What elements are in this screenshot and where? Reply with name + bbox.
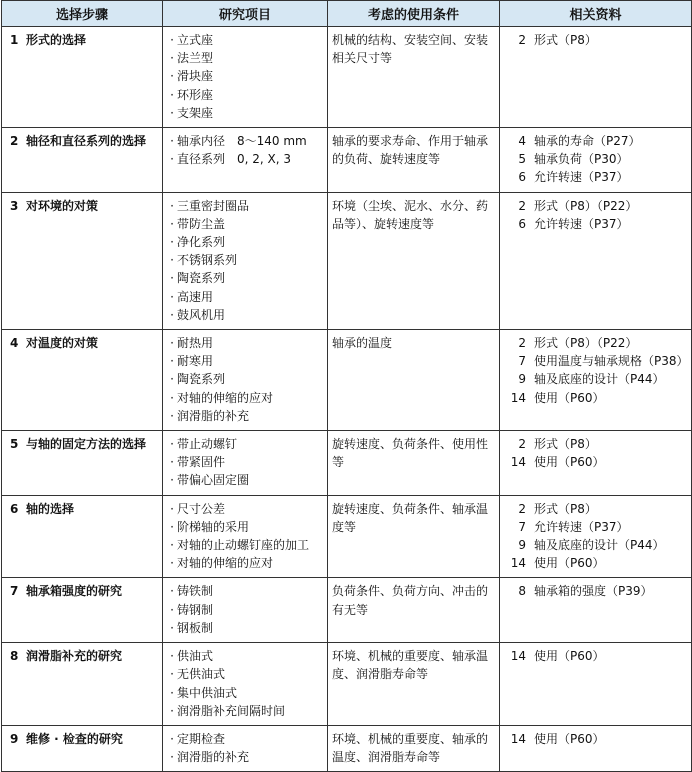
reference-text: 轴承的寿命（P27）	[534, 134, 641, 149]
study-item	[167, 518, 323, 536]
reference-item	[504, 536, 687, 554]
reference-item	[504, 31, 687, 49]
study-item-text: 陶瓷系列	[177, 271, 226, 286]
reference-text: 使用（P60）	[534, 390, 605, 405]
study-item-text: 立式座	[177, 33, 214, 47]
bullet-dot-icon: ·	[170, 235, 174, 250]
conditions-cell: 负荷条件、负荷方向、冲击的有无等	[328, 578, 500, 643]
bullet-dot-icon: ·	[170, 703, 174, 718]
reference-text: 使用（P60）	[534, 649, 605, 664]
reference-item	[504, 453, 687, 471]
study-item-text: 尺寸公差	[177, 501, 226, 516]
items-cell	[163, 128, 328, 193]
study-item-text: 铸钢制	[177, 602, 214, 617]
reference-item	[504, 554, 687, 572]
study-item	[167, 49, 323, 67]
conditions-cell: 轴承的温度	[328, 330, 500, 431]
step-number: 7	[10, 584, 19, 599]
reference-number: 14	[510, 390, 526, 405]
study-item	[167, 389, 323, 407]
study-item	[167, 352, 323, 370]
reference-number: 4	[518, 134, 526, 149]
study-item-text: 润滑脂的补充	[177, 408, 250, 423]
bullet-dot-icon: ·	[170, 602, 174, 617]
bullet-dot-icon: ·	[170, 620, 174, 635]
reference-item	[504, 132, 687, 150]
study-item-text: 对轴的止动螺钉座的加工	[177, 538, 310, 553]
bullet-dot-icon: ·	[170, 105, 174, 120]
reference-text: 轴及底座的设计（P44）	[534, 538, 665, 553]
study-item	[167, 334, 323, 352]
step-cell	[2, 128, 163, 193]
study-item-text: 润滑脂的补充	[177, 750, 250, 765]
study-item-text: 法兰型	[177, 51, 214, 66]
step-cell	[2, 495, 163, 578]
conditions-cell: 环境（尘埃、泥水、水分、药品等）、旋转速度等	[328, 192, 500, 329]
bullet-dot-icon: ·	[170, 649, 174, 664]
reference-item	[504, 518, 687, 536]
reference-text: 使用（P60）	[534, 455, 605, 470]
refs-cell	[500, 192, 692, 329]
header-row	[2, 1, 692, 27]
reference-number: 8	[518, 584, 526, 599]
table-row	[2, 330, 692, 431]
reference-number: 9	[518, 538, 526, 553]
items-cell	[163, 431, 328, 496]
items-cell	[163, 643, 328, 726]
reference-number: 2	[518, 33, 526, 47]
study-item	[167, 684, 323, 702]
study-item-text: 带防尘盖	[177, 216, 226, 231]
reference-item	[504, 582, 687, 600]
refs-cell	[500, 431, 692, 496]
reference-number: 2	[518, 198, 526, 213]
reference-text: 使用温度与轴承规格（P38）	[534, 354, 689, 369]
reference-item	[504, 389, 687, 407]
table-row	[2, 578, 692, 643]
bullet-dot-icon: ·	[170, 289, 174, 304]
refs-cell	[500, 128, 692, 193]
reference-text: 形式（P8）（P22）	[534, 336, 638, 351]
bullet-dot-icon: ·	[170, 685, 174, 700]
refs-cell	[500, 578, 692, 643]
study-item-text: 定期检查	[177, 731, 226, 746]
study-item	[167, 582, 323, 600]
step-cell	[2, 330, 163, 431]
study-item-text: 钢板制	[177, 620, 214, 635]
step-label: 维修 · 检查的研究	[26, 731, 123, 746]
study-item	[167, 647, 323, 665]
study-item	[167, 104, 323, 122]
step-number: 3	[10, 198, 19, 213]
study-item	[167, 554, 323, 572]
study-item	[167, 269, 323, 287]
reference-text: 允许转速（P37）	[534, 216, 629, 231]
table-row	[2, 27, 692, 128]
reference-number: 9	[518, 372, 526, 387]
study-item-text: 对轴的伸缩的应对	[177, 556, 274, 571]
bullet-dot-icon: ·	[170, 538, 174, 553]
bullet-dot-icon: ·	[170, 455, 174, 470]
reference-number: 14	[510, 455, 526, 470]
study-item-text: 环形座	[177, 87, 214, 102]
study-item	[167, 601, 323, 619]
reference-number: 14	[510, 649, 526, 664]
reference-item	[504, 647, 687, 665]
conditions-cell: 环境、机械的重要度、轴承的温度、润滑脂寿命等	[328, 725, 500, 771]
items-cell	[163, 578, 328, 643]
reference-item	[504, 500, 687, 518]
step-label: 对环境的对策	[26, 198, 99, 213]
bullet-dot-icon: ·	[170, 501, 174, 516]
reference-item	[504, 730, 687, 748]
reference-text: 形式（P8）	[534, 501, 597, 516]
study-item-text: 高速用	[177, 289, 214, 304]
reference-text: 形式（P8）（P22）	[534, 198, 638, 213]
reference-number: 6	[518, 216, 526, 231]
reference-number: 5	[518, 152, 526, 167]
study-item-text: 鼓风机用	[177, 307, 226, 322]
bullet-dot-icon: ·	[170, 307, 174, 322]
study-item-text: 直径系列 0, 2, X, 3	[177, 152, 292, 167]
bullet-dot-icon: ·	[170, 667, 174, 682]
study-item	[167, 233, 323, 251]
study-item-text: 铸铁制	[177, 584, 214, 599]
study-item-text: 带止动螺钉	[177, 437, 238, 452]
table-row	[2, 643, 692, 726]
conditions-cell: 环境、机械的重要度、轴承温度、润滑脂寿命等	[328, 643, 500, 726]
reference-text: 形式（P8）	[534, 33, 597, 47]
bullet-dot-icon: ·	[170, 473, 174, 488]
reference-item	[504, 168, 687, 186]
study-item	[167, 306, 323, 324]
study-item	[167, 251, 323, 269]
items-cell	[163, 27, 328, 128]
refs-cell	[500, 643, 692, 726]
bullet-dot-icon: ·	[170, 198, 174, 213]
bullet-dot-icon: ·	[170, 271, 174, 286]
study-item-text: 三重密封圈品	[177, 198, 250, 213]
reference-text: 轴及底座的设计（P44）	[534, 372, 665, 387]
reference-text: 轴承箱的强度（P39）	[534, 584, 653, 599]
step-number: 9	[10, 731, 19, 746]
items-cell	[163, 725, 328, 771]
items-cell	[163, 192, 328, 329]
study-item-text: 耐热用	[177, 336, 214, 351]
step-label: 与轴的固定方法的选择	[26, 437, 147, 452]
study-item-text: 润滑脂补充间隔时间	[177, 703, 286, 718]
study-item-text: 净化系列	[177, 235, 226, 250]
bullet-dot-icon: ·	[170, 390, 174, 405]
bullet-dot-icon: ·	[170, 519, 174, 534]
reference-item	[504, 370, 687, 388]
study-item-text: 带偏心固定圈	[177, 473, 250, 488]
refs-cell	[500, 495, 692, 578]
study-item	[167, 67, 323, 85]
step-number: 4	[10, 336, 19, 351]
bullet-dot-icon: ·	[170, 556, 174, 571]
study-item-text: 带紧固件	[177, 455, 226, 470]
reference-number: 6	[518, 170, 526, 185]
bullet-dot-icon: ·	[170, 750, 174, 765]
study-item	[167, 702, 323, 720]
bullet-dot-icon: ·	[170, 437, 174, 452]
study-item	[167, 619, 323, 637]
bullet-dot-icon: ·	[170, 354, 174, 369]
refs-cell	[500, 725, 692, 771]
reference-item	[504, 197, 687, 215]
reference-text: 允许转速（P37）	[534, 170, 629, 185]
study-item-text: 支架座	[177, 105, 214, 120]
bullet-dot-icon: ·	[170, 51, 174, 66]
bullet-dot-icon: ·	[170, 152, 174, 167]
table-row	[2, 725, 692, 771]
study-item	[167, 288, 323, 306]
conditions-cell: 机械的结构、安装空间、安装相关尺寸等	[328, 27, 500, 128]
study-item	[167, 197, 323, 215]
study-item	[167, 31, 323, 49]
reference-item	[504, 150, 687, 168]
reference-text: 允许转速（P37）	[534, 519, 629, 534]
step-number: 2	[10, 134, 19, 149]
bullet-dot-icon: ·	[170, 253, 174, 268]
step-label: 对温度的对策	[26, 336, 99, 351]
study-item	[167, 665, 323, 683]
study-item	[167, 132, 323, 150]
step-label: 轴承箱强度的研究	[26, 584, 123, 599]
table-row	[2, 192, 692, 329]
step-label: 润滑脂补充的研究	[26, 649, 123, 664]
step-number: 6	[10, 501, 19, 516]
study-item	[167, 215, 323, 233]
header-items: 研究项目	[163, 1, 328, 27]
header-refs: 相关资料	[500, 1, 692, 27]
reference-text: 形式（P8）	[534, 437, 597, 452]
study-item	[167, 150, 323, 168]
study-item	[167, 748, 323, 766]
study-item-text: 集中供油式	[177, 685, 238, 700]
table-body	[2, 27, 692, 772]
conditions-cell: 旋转速度、负荷条件、使用性等	[328, 431, 500, 496]
study-item	[167, 86, 323, 104]
step-number: 8	[10, 649, 19, 664]
step-cell	[2, 725, 163, 771]
step-cell	[2, 431, 163, 496]
study-item-text: 供油式	[177, 649, 214, 664]
reference-number: 14	[510, 556, 526, 571]
step-label: 形式的选择	[26, 33, 87, 47]
reference-text: 使用（P60）	[534, 556, 605, 571]
reference-text: 使用（P60）	[534, 731, 605, 746]
study-item	[167, 536, 323, 554]
bearing-selection-table	[1, 0, 692, 772]
study-item	[167, 471, 323, 489]
reference-number: 2	[518, 437, 526, 452]
items-cell	[163, 495, 328, 578]
reference-item	[504, 352, 687, 370]
study-item-text: 陶瓷系列	[177, 372, 226, 387]
reference-number: 14	[510, 731, 526, 746]
bullet-dot-icon: ·	[170, 69, 174, 84]
study-item	[167, 500, 323, 518]
header-step: 选择步骤	[2, 1, 163, 27]
step-cell	[2, 192, 163, 329]
reference-number: 7	[518, 519, 526, 534]
study-item	[167, 370, 323, 388]
study-item-text: 对轴的伸缩的应对	[177, 390, 274, 405]
table-row	[2, 128, 692, 193]
bullet-dot-icon: ·	[170, 584, 174, 599]
conditions-cell: 旋转速度、负荷条件、轴承温度等	[328, 495, 500, 578]
reference-number: 2	[518, 501, 526, 516]
step-number: 1	[10, 33, 19, 47]
step-label: 轴径和直径系列的选择	[26, 134, 147, 149]
step-label: 轴的选择	[26, 501, 75, 516]
table-row	[2, 431, 692, 496]
step-cell	[2, 643, 163, 726]
bullet-dot-icon: ·	[170, 408, 174, 423]
conditions-cell: 轴承的要求寿命、作用于轴承的负荷、旋转速度等	[328, 128, 500, 193]
step-number: 5	[10, 437, 19, 452]
reference-text: 轴承负荷（P30）	[534, 152, 629, 167]
study-item-text: 滑块座	[177, 69, 214, 84]
table-row	[2, 495, 692, 578]
study-item-text: 不锈钢系列	[177, 253, 238, 268]
items-cell	[163, 330, 328, 431]
study-item	[167, 435, 323, 453]
bullet-dot-icon: ·	[170, 731, 174, 746]
study-item-text: 无供油式	[177, 667, 226, 682]
bullet-dot-icon: ·	[170, 372, 174, 387]
bullet-dot-icon: ·	[170, 87, 174, 102]
refs-cell	[500, 27, 692, 128]
header-conditions: 考虑的使用条件	[328, 1, 500, 27]
reference-number: 7	[518, 354, 526, 369]
study-item-text: 耐寒用	[177, 354, 214, 369]
study-item-text: 阶梯轴的采用	[177, 519, 250, 534]
bullet-dot-icon: ·	[170, 336, 174, 351]
reference-item	[504, 435, 687, 453]
study-item-text: 轴承内径 8～140 mm	[177, 134, 307, 149]
study-item	[167, 407, 323, 425]
refs-cell	[500, 330, 692, 431]
reference-item	[504, 215, 687, 233]
reference-number: 2	[518, 336, 526, 351]
step-cell	[2, 27, 163, 128]
bullet-dot-icon: ·	[170, 216, 174, 231]
step-cell	[2, 578, 163, 643]
bullet-dot-icon: ·	[170, 134, 174, 149]
bullet-dot-icon: ·	[170, 33, 174, 47]
reference-item	[504, 334, 687, 352]
study-item	[167, 453, 323, 471]
study-item	[167, 730, 323, 748]
